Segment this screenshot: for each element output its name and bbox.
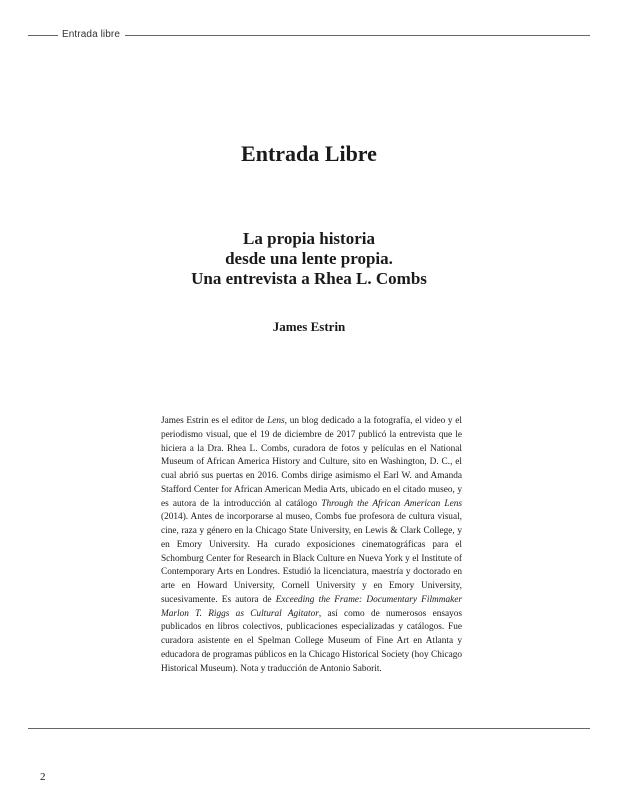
- header-rule-right: [125, 35, 590, 36]
- article-title-line-1: La propia historia: [243, 229, 375, 248]
- abstract-paragraph: [161, 415, 462, 676]
- article-title: [0, 229, 618, 289]
- abstract-text-4: , así como de numerosos ensayos publicados en libros colectivos, publicaciones especializadas y catálogos. Fue curadora asistente en el Spelman College Museum of Fine Art en Atlanta y educadora de programas públicos en la Chicago Historical Society (hoy Chicago Historical Museum). Nota y traducción de Antonio Saborit.: [161, 608, 462, 674]
- abstract-italic-1: Lens: [267, 416, 285, 426]
- header-rule-left: [28, 35, 58, 36]
- article-title-line-3: Una entrevista a Rhea L. Combs: [191, 269, 427, 288]
- article-title-line-2: desde una lente propia.: [225, 249, 393, 268]
- abstract-text-2: , un blog dedicado a la fotografía, el video y el periodismo visual, que el 19 de diciembre de 2017 publicó la entrevista que le hiciera a la Dra. Rhea L. Combs, curadora de fotos y películas en el National Museum of African America History and Culture, sito en Washington, D. C., el cual abrió sus puertas en 2016. Combs dirige asimismo el Earl W. and Amanda Stafford Center for African American Media Arts, ubicado en el citado museo, y es autora de la introducción al catálogo: [161, 416, 462, 509]
- running-title: Entrada libre: [62, 29, 120, 40]
- abstract-text-3: (2014). Antes de incorporarse al museo, Combs fue profesora de cultura visual, cine, raza y género en la Chicago State University, en Lewis & Clark College, y en Emory University. Ha curado exposiciones cinematográficas para el Schomburg Center for Research in Black Culture en Nueva York y el Institute of Contemporary Arts en Londres. Estudió la licenciatura, maestría y doctorado en arte en Howard University, Cornell University y en Emory University, sucesivamente. Es autora de: [161, 512, 462, 605]
- abstract-italic-2: Through the African American Lens: [321, 498, 462, 509]
- section-title: Entrada Libre: [241, 141, 377, 166]
- footer-rule: [28, 728, 590, 729]
- page-number: 2: [40, 771, 46, 783]
- abstract-italic-3: Exceeding the Frame: Documentary Filmmaker Marlon T. Riggs as Cultural Agitator: [161, 594, 462, 619]
- running-header: [28, 28, 590, 42]
- abstract-text-1: James Estrin es el editor de: [161, 416, 268, 426]
- author-name: James Estrin: [272, 319, 346, 334]
